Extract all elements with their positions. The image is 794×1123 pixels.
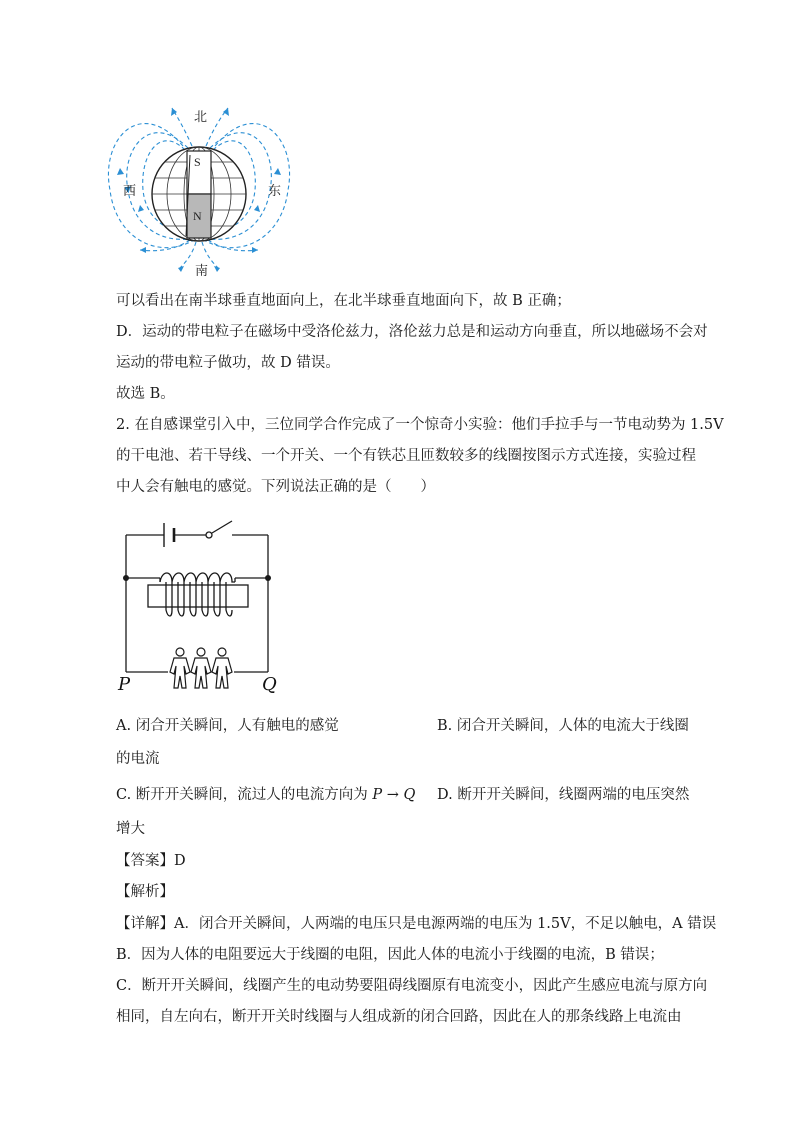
option-d-line2: 增大: [116, 821, 145, 837]
three-people: [170, 648, 232, 688]
question2-line2: 的干电池、若干导线、一个开关、一个有铁芯且匝数较多的线圈按图示方式连接，实验过程: [116, 448, 696, 464]
option-c-text: C. 断开开关瞬间，流过人的电流方向为: [116, 787, 368, 803]
detail-line2: B．因为人体的电阻要远大于线圈的电阻，因此人体的电流小于线圈的电流，B 错误；: [116, 947, 664, 963]
label-north: 北: [194, 110, 208, 125]
option-a: A. 闭合开关瞬间，人有触电的感觉: [116, 718, 339, 734]
analysis-label: 【解析】: [116, 884, 174, 900]
label-pole-s: S: [194, 155, 201, 169]
question2-line3: 中人会有触电的感觉。下列说法正确的是（ ）: [116, 479, 435, 495]
detail-line1: 【详解】A．闭合开关瞬间，人两端的电压只是电源两端的电压为 1.5V，不足以触电，A 错误: [116, 916, 717, 932]
option-c: [116, 785, 415, 805]
label-south: 南: [195, 264, 209, 279]
option-b-line1: B. 闭合开关瞬间，人体的电流大于线圈: [437, 718, 689, 734]
option-d-line1: D. 断开开关瞬间，线圈两端的电压突然: [437, 787, 690, 803]
person-1: [170, 648, 190, 688]
label-east: 东: [268, 184, 282, 199]
label-p: P: [118, 674, 131, 695]
solution1-conclusion: 故选 B。: [116, 386, 175, 402]
person-2: [191, 648, 211, 688]
person-3: [212, 648, 232, 688]
solution1-line2: D．运动的带电粒子在磁场中受洛伦兹力，洛伦兹力总是和运动方向垂直，所以地磁场不会对: [116, 324, 708, 340]
earth-field-diagram: [0, 0, 794, 280]
option-b-line2: 的电流: [116, 751, 160, 767]
answer-label: 【答案】D: [116, 853, 186, 869]
label-west: 西: [123, 184, 137, 199]
label-q: Q: [262, 674, 277, 695]
solution1-line1: 可以看出在南半球垂直地面向上，在北半球垂直地面向下，故 B 正确；: [116, 293, 571, 309]
detail-line4: 相同，自左向右，断开开关时线圈与人组成新的闭合回路，因此在人的那条线路上电流由: [116, 1009, 682, 1025]
detail-line3: C．断开开关瞬间，线圈产生的电动势要阻碍线圈原有电流变小，因此产生感应电流与原方向: [116, 978, 708, 994]
question2-line1: 2. 在自感课堂引入中，三位同学合作完成了一个惊奇小实验：他们手拉手与一节电动势为 1.5V: [116, 417, 724, 433]
label-pole-n: N: [193, 209, 202, 223]
solution1-line3: 运动的带电粒子做功，故 D 错误。: [116, 355, 340, 371]
option-c-formula: P → Q: [372, 787, 416, 803]
